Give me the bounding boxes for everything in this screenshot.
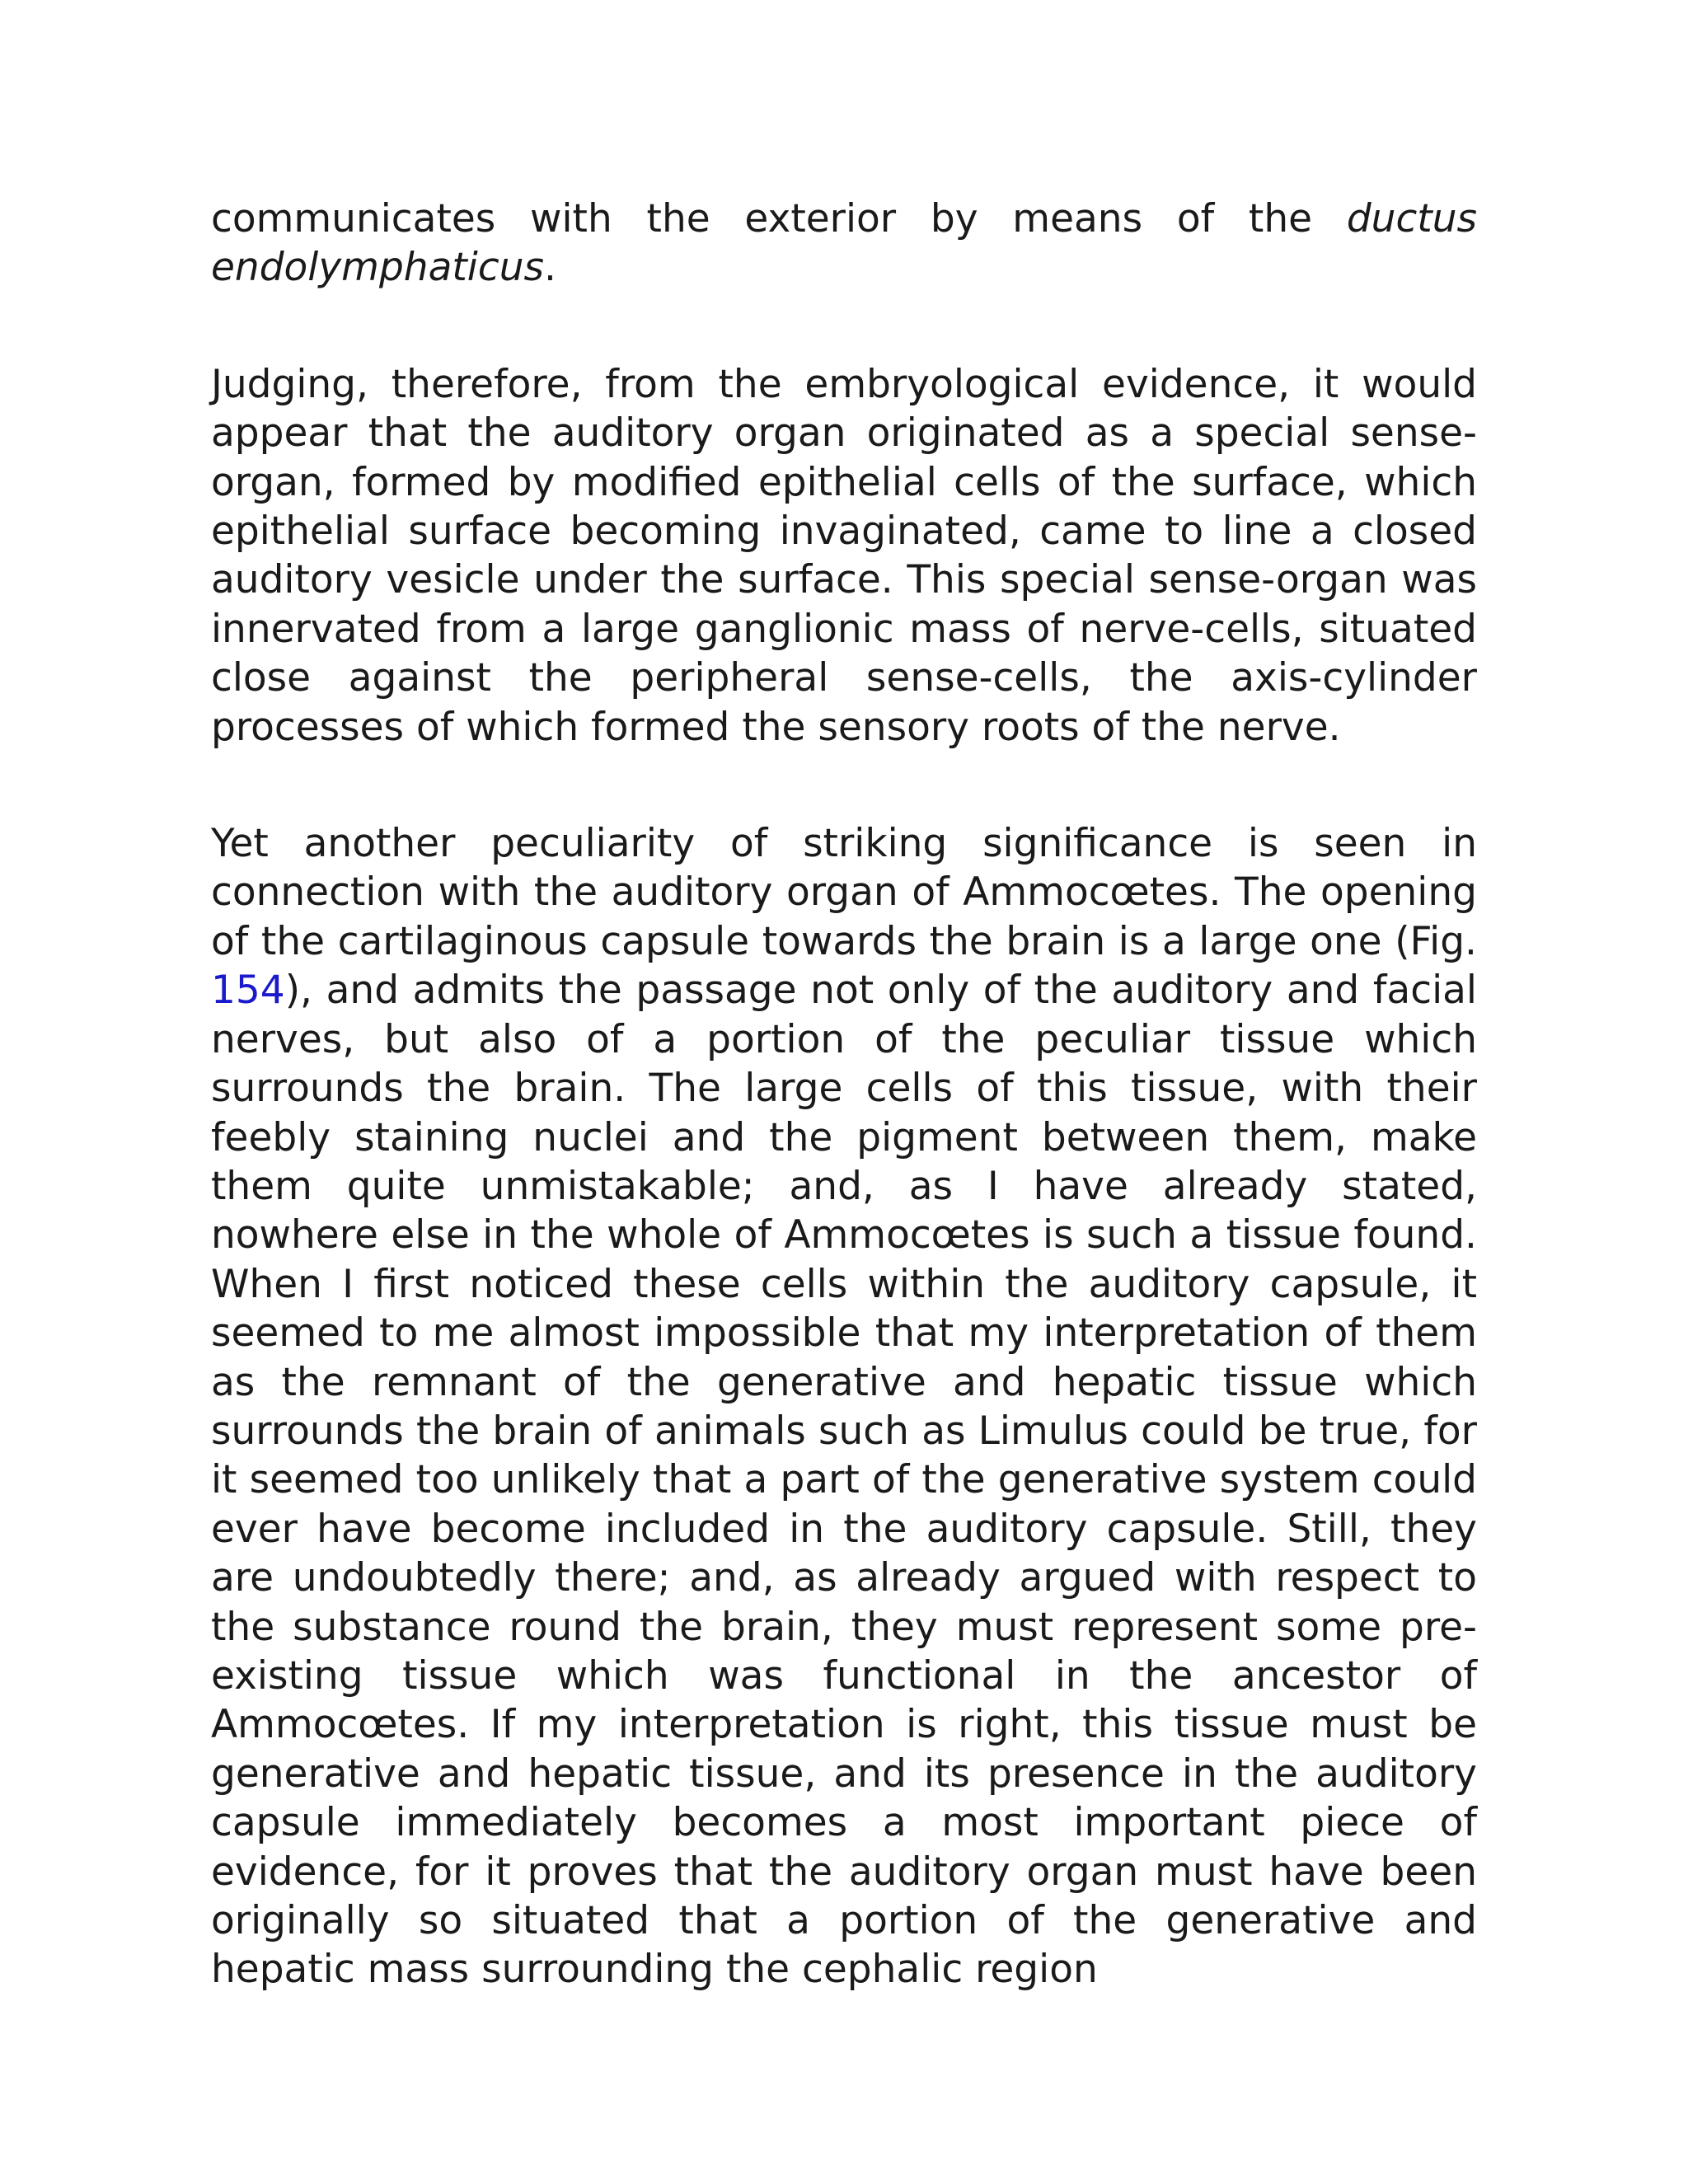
paragraph-continuation (211, 194, 1477, 293)
figure-154-link[interactable]: 154 (211, 968, 285, 1014)
paragraph-ammocoetes-peculiarity (211, 819, 1477, 1994)
paragraph-3-text-rest: ), and admits the passage not only of the auditory and facial nerves, but also of a portion of the peculiar tissue which surrounds the brain. The large cells of this tissue, with their feebly staining nuclei and the pigment between them, make them quite unmistakable; and, as I have already stated, nowhere else in the whole of Ammocœtes is such a tissue found. When I first noticed these cells within the auditory capsule, it seemed to me almost impossible that my interpretation of them as the remnant of the generative and hepatic tissue which surrounds the brain of animals such as Limulus could be true, for it seemed too unlikely that a part of the generative system could ever have become included in the auditory capsule. Still, they are undoubtedly there; and, as already argued with respect to the substance round the brain, they must represent some pre-existing tissue which was functional in the ancestor of Ammocœtes. If my interpretation is right, this tissue must be generative and hepatic tissue, and its presence in the auditory capsule immediately becomes a most important piece of evidence, for it proves that the auditory organ must have been originally so situated that a portion of the generative and hepatic mass surrounding the cephalic region (211, 968, 1477, 1993)
paragraph-3-text-start: Yet another peculiarity of striking significance is seen in connection with the auditory organ of Ammocœtes. The opening of the cartilaginous capsule towards the brain is a large one (Fig. (211, 821, 1477, 964)
document-page (211, 194, 1477, 1994)
paragraph-1-text: communicates with the exterior by means of the (211, 196, 1347, 241)
paragraph-1-end: . (543, 245, 556, 291)
paragraph-embryological-evidence (211, 360, 1477, 752)
paragraph-2-text: Judging, therefore, from the embryological evidence, it would appear that the auditory organ originated as a special sense-organ, formed by modified epithelial cells of the surface, which epithelial surface becoming invaginated, came to line a closed auditory vesicle under the surface. This special sense-organ was innervated from a large ganglionic mass of nerve-cells, situated close against the peripheral sense-cells, the axis-cylinder processes of which formed the sensory roots of the nerve. (211, 361, 1477, 750)
ductus-endolymphaticus-term: ductus endolymphaticus (211, 196, 1477, 291)
